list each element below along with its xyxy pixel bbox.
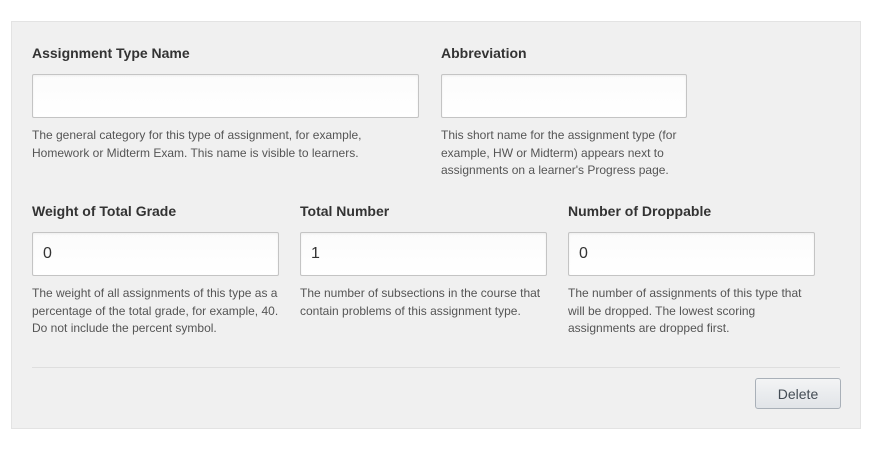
- droppable-input[interactable]: [568, 232, 815, 276]
- assignment-type-panel: [11, 21, 861, 429]
- assignment-type-name-input[interactable]: [32, 74, 419, 118]
- actions-divider: [32, 367, 840, 368]
- abbreviation-label: Abbreviation: [441, 45, 527, 61]
- total-number-input[interactable]: [300, 232, 547, 276]
- droppable-field: [568, 202, 815, 338]
- weight-label: Weight of Total Grade: [32, 203, 177, 219]
- assignment-type-name-help: The general category for this type of assignment, for example, Homework or Midterm Exam. This name is visible to learners.: [32, 128, 362, 160]
- assignment-type-name-label: Assignment Type Name: [32, 45, 190, 61]
- total-number-help: The number of subsections in the course that contain problems of this assignment type.: [300, 286, 541, 318]
- droppable-label: Number of Droppable: [568, 203, 712, 219]
- total-number-field: [300, 202, 547, 320]
- abbreviation-help: This short name for the assignment type (for example, HW or Midterm) appears next to assignments on a learner's Progress page.: [441, 128, 677, 177]
- delete-button[interactable]: Delete: [755, 378, 841, 409]
- assignment-type-name-field: [32, 44, 419, 162]
- weight-field: [32, 202, 279, 338]
- abbreviation-input[interactable]: [441, 74, 687, 118]
- droppable-help: The number of assignments of this type that will be dropped. The lowest scoring assignments are dropped first.: [568, 286, 802, 335]
- weight-input[interactable]: [32, 232, 279, 276]
- abbreviation-field: [441, 44, 687, 180]
- total-number-label: Total Number: [300, 203, 390, 219]
- weight-help: The weight of all assignments of this type as a percentage of the total grade, for example, 40. Do not include the percent symbol.: [32, 286, 279, 335]
